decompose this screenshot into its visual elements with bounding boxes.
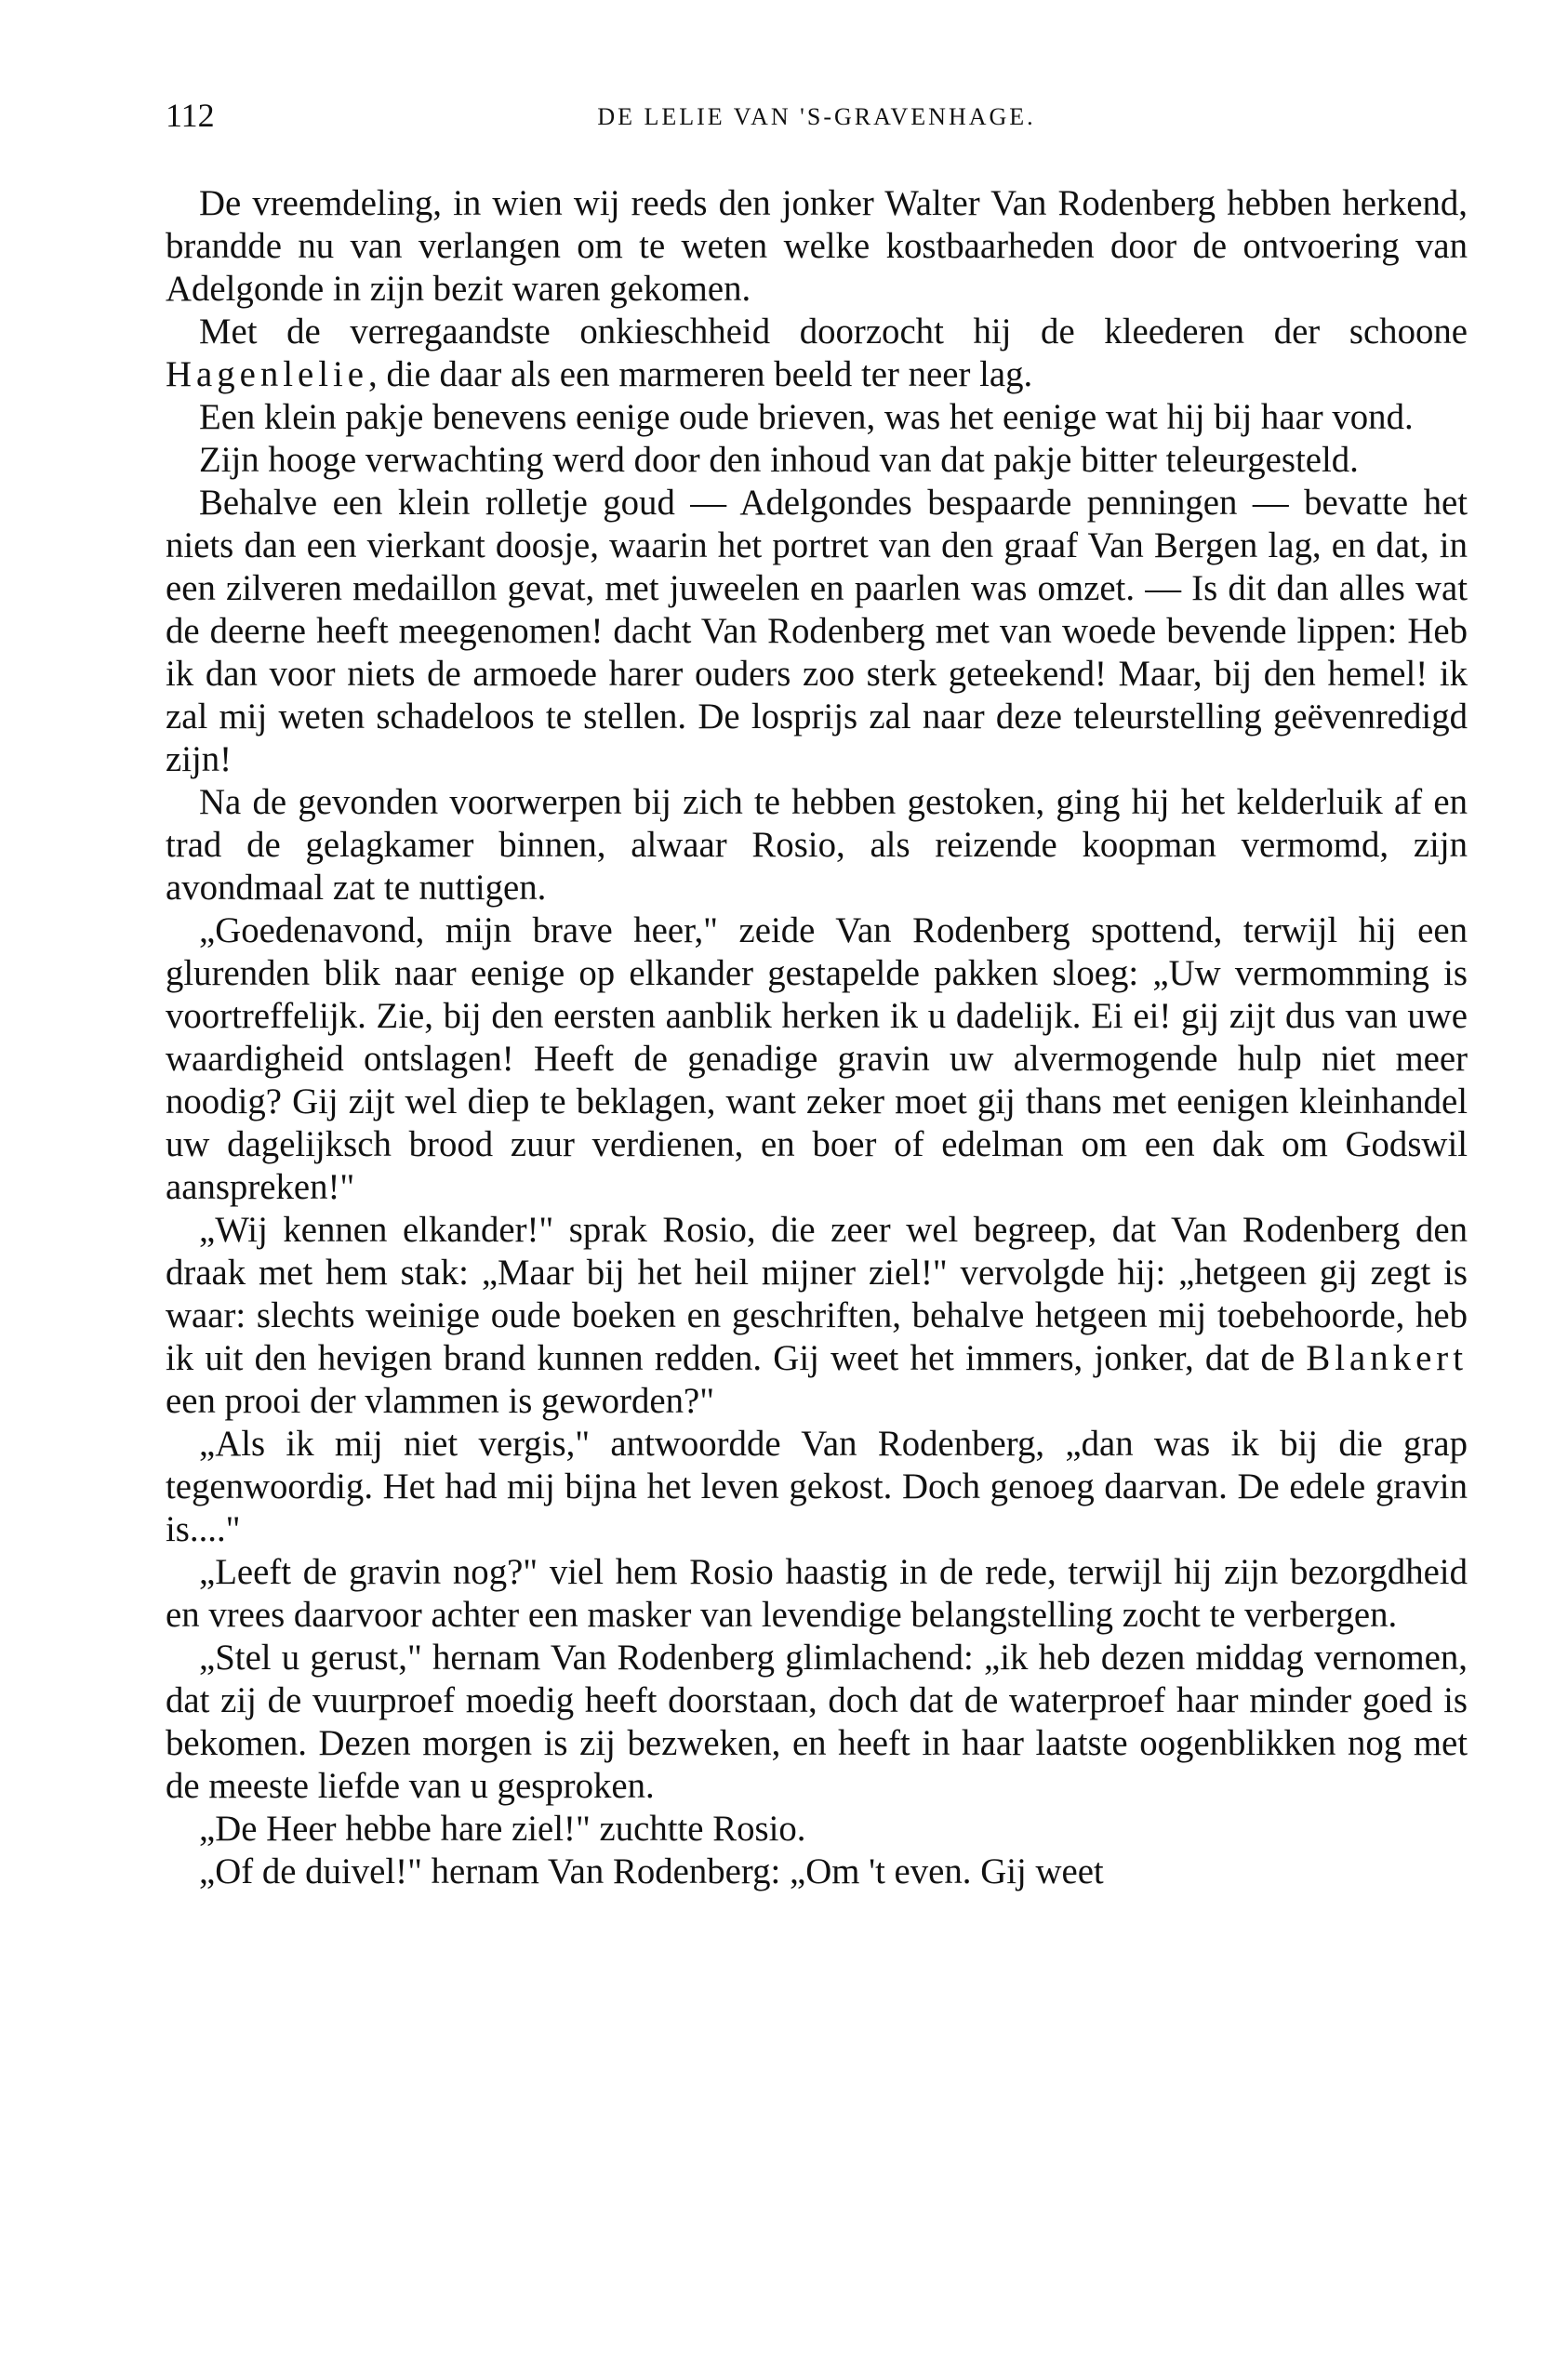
paragraph: „Als ik mij niet vergis," antwoordde Van Rodenberg, „dan was ik bij die grap tegenwoordig. Het had mij bijna het leven gekost. Doch genoeg daarvan. De edele gravin is...." [166, 1424, 1468, 1549]
paragraph [166, 311, 1468, 396]
emphasized-name: Hagenlelie [166, 354, 369, 394]
paragraph: „De Heer hebbe hare ziel!" zuchtte Rosio. [199, 1809, 806, 1849]
paragraph-text: Met de verregaandste onkieschheid doorzocht hij de kleederen der schoone [199, 312, 1468, 352]
page-number: 112 [166, 97, 215, 134]
paragraph: „Stel u gerust," hernam Van Rodenberg glimlachend: „ik heb dezen middag vernomen, dat zij de vuurproef moedig heeft doorstaan, doch dat de waterproef haar minder goed is bekomen. Dezen morgen is zij bezweken, en heeft in haar laatste oogenblikken nog met de meeste liefde van u gesproken. [166, 1638, 1468, 1806]
page-header [166, 93, 1468, 149]
paragraph: Een klein pakje benevens eenige oude brieven, was het eenige wat hij bij haar vond. [199, 397, 1414, 437]
paragraph-text: een prooi der vlammen is geworden?" [166, 1381, 715, 1421]
paragraph: „Of de duivel!" hernam Van Rodenberg: „Om 't even. Gij weet [199, 1851, 1104, 1891]
paragraph: „Leeft de gravin nog?" viel hem Rosio haastig in de rede, terwijl hij zijn bezorgdheid en vrees daarvoor achter een masker van levendige belangstelling zocht te verbergen. [166, 1552, 1468, 1635]
paragraph [166, 1209, 1468, 1423]
running-title: DE LELIE VAN 'S-GRAVENHAGE. [597, 103, 1036, 130]
paragraph-text: , die daar als een marmeren beeld ter neer lag. [368, 354, 1033, 394]
paragraph: De vreemdeling, in wien wij reeds den jonker Walter Van Rodenberg hebben herkend, brandde nu van verlangen om te weten welke kostbaarheden door de ontvoering van Adelgonde in zijn bezit waren gekomen. [166, 183, 1468, 309]
paragraph: „Goedenavond, mijn brave heer," zeide Van Rodenberg spottend, terwijl hij een glurenden blik naar eenige op elkander gestapelde pakken sloeg: „Uw vermomming is voortreffelijk. Zie, bij den eersten aanblik herken ik u dadelijk. Ei ei! gij zijt dus van uwe waardigheid ontslagen! Heeft de genadige gravin uw alvermogende hulp niet meer noodig? Gij zijt wel diep te beklagen, want zeker moet gij thans met eenigen kleinhandel uw dagelijksch brood zuur verdienen, en boer of edelman om een dak om Godswil aanspreken!" [166, 910, 1468, 1207]
body-text [166, 182, 1468, 1893]
paragraph-text: „Wij kennen elkander!" sprak Rosio, die zeer wel begreep, dat Van Rodenberg den draak met hem stak: „Maar bij het heil mijner ziel!" vervolgde hij: „hetgeen gij zegt is waar: slechts weinige oude boeken en geschriften, behalve hetgeen mij toebehoorde, heb ik uit den hevigen brand kunnen redden. Gij weet het immers, jonker, dat de [166, 1210, 1468, 1378]
emphasized-name: Blankert [1306, 1338, 1468, 1378]
paragraph: Behalve een klein rolletje goud — Adelgondes bespaarde penningen — bevatte het niets dan een vierkant doosje, waarin het portret van den graaf Van Bergen lag, en dat, in een zilveren medaillon gevat, met juweelen en paarlen was omzet. — Is dit dan alles wat de deerne heeft meegenomen! dacht Van Rodenberg met van woede bevende lippen: Heb ik dan voor niets de armoede harer ouders zoo sterk geteekend! Maar, bij den hemel! ik zal mij weten schadeloos te stellen. De losprijs zal naar deze teleurstelling geëvenredigd zijn! [166, 483, 1468, 779]
paragraph: Zijn hooge verwachting werd door den inhoud van dat pakje bitter teleurgesteld. [199, 440, 1359, 480]
paragraph: Na de gevonden voorwerpen bij zich te hebben gestoken, ging hij het kelderluik af en trad de gelagkamer binnen, alwaar Rosio, als reizende koopman vermomd, zijn avondmaal zat te nuttigen. [166, 782, 1468, 908]
